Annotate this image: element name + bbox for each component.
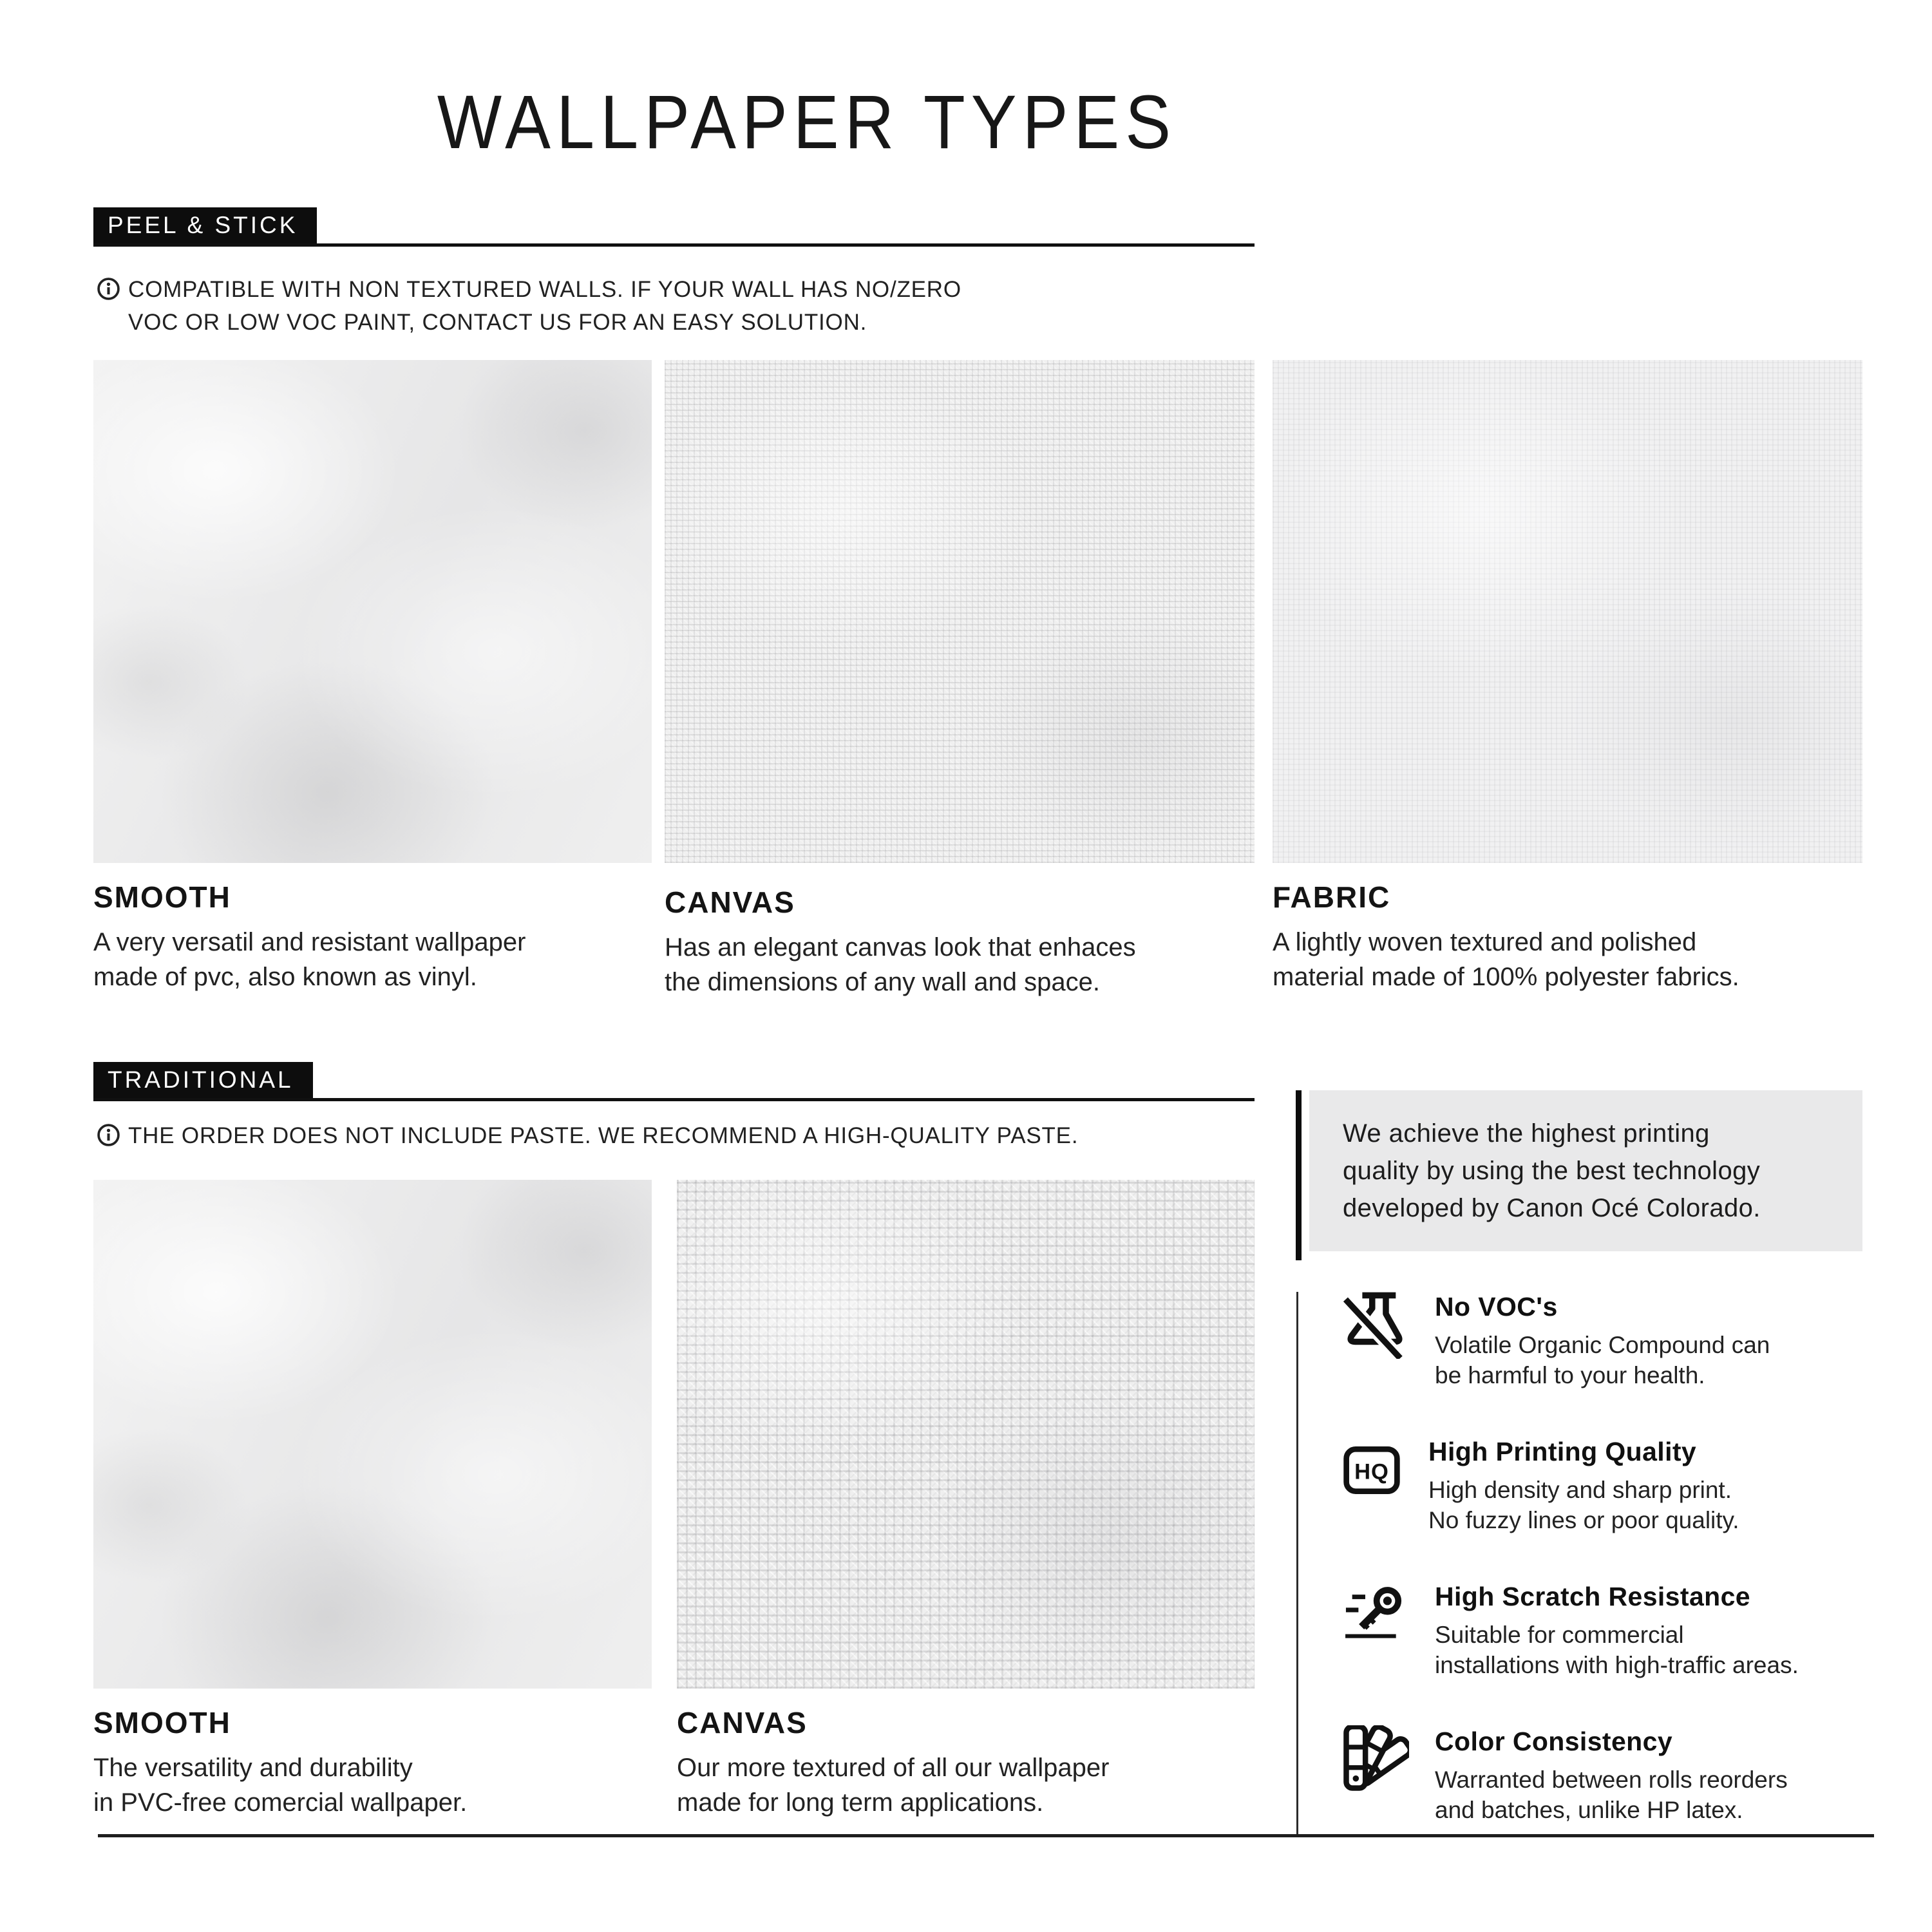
- feature-desc-line: No fuzzy lines or poor quality.: [1428, 1507, 1739, 1533]
- swatch-card-smooth-peel: [93, 360, 652, 994]
- swatch-name: SMOOTH: [93, 880, 231, 914]
- traditional-note-text: [128, 1119, 1078, 1152]
- swatch-desc-line: A lightly woven textured and polished: [1273, 928, 1697, 956]
- swatch-card-smooth-traditional: [93, 1180, 652, 1820]
- printing-quality-callout: [1296, 1090, 1862, 1251]
- swatch-name: SMOOTH: [93, 1706, 231, 1739]
- color-swatches-icon: [1341, 1725, 1409, 1794]
- swatch-desc-line: Has an elegant canvas look that enhaces: [665, 933, 1136, 961]
- smooth-texture-image: [93, 1180, 652, 1689]
- bottom-divider: [98, 1834, 1874, 1837]
- canvas-texture-image: [677, 1180, 1255, 1689]
- hq-badge-icon: [1341, 1439, 1403, 1501]
- peel-stick-note: [97, 273, 961, 339]
- swatch-description: [93, 1750, 652, 1820]
- swatch-name: CANVAS: [677, 1706, 808, 1739]
- swatch-card-canvas-peel: [665, 360, 1255, 999]
- feature-high-printing-quality: [1341, 1435, 1864, 1535]
- feature-desc-line: and batches, unlike HP latex.: [1435, 1797, 1743, 1823]
- feature-text: [1428, 1435, 1739, 1535]
- swatch-description: [1273, 925, 1862, 994]
- features-divider-line: [1296, 1292, 1298, 1835]
- canvas-texture-image: [665, 360, 1255, 863]
- traditional-note: [97, 1119, 1078, 1152]
- peel-stick-label: PEEL & STICK: [93, 207, 317, 243]
- printing-quality-text: [1309, 1090, 1862, 1251]
- feature-color-consistency: [1341, 1725, 1864, 1825]
- feature-text: [1435, 1291, 1770, 1390]
- feature-high-scratch-resistance: [1341, 1580, 1864, 1680]
- feature-text: [1435, 1725, 1788, 1825]
- quality-note-line: We achieve the highest printing: [1343, 1119, 1710, 1148]
- note-line: THE ORDER DOES NOT INCLUDE PASTE. WE RECOMMEND A HIGH-QUALITY PASTE.: [128, 1123, 1079, 1148]
- hq-badge-text: HQ: [1354, 1459, 1389, 1484]
- swatch-name: CANVAS: [665, 886, 795, 919]
- feature-desc-line: be harmful to your health.: [1435, 1362, 1705, 1388]
- info-icon: [97, 1123, 120, 1147]
- swatch-name: FABRIC: [1273, 880, 1391, 914]
- fabric-texture-image: [1273, 360, 1862, 863]
- feature-description: [1435, 1765, 1788, 1825]
- swatch-desc-line: The versatility and durability: [93, 1754, 413, 1782]
- swatch-desc-line: material made of 100% polyester fabrics.: [1273, 963, 1739, 991]
- note-line: COMPATIBLE WITH NON TEXTURED WALLS. IF YOUR WALL HAS NO/ZERO: [128, 277, 961, 302]
- scratch-key-icon: [1341, 1580, 1409, 1649]
- feature-title: High Printing Quality: [1428, 1437, 1697, 1466]
- page-title: WALLPAPER TYPES: [437, 80, 1177, 165]
- note-line: VOC OR LOW VOC PAINT, CONTACT US FOR AN EASY SOLUTION.: [128, 310, 867, 335]
- accent-bar: [1296, 1090, 1302, 1260]
- feature-desc-line: Warranted between rolls reorders: [1435, 1766, 1788, 1793]
- swatch-desc-line: made for long term applications.: [677, 1788, 1044, 1817]
- peel-stick-section-header: [93, 207, 1255, 247]
- feature-no-vocs: [1341, 1291, 1864, 1390]
- swatch-description: [677, 1750, 1255, 1820]
- feature-title: No VOC's: [1435, 1292, 1558, 1321]
- feature-description: [1428, 1475, 1739, 1535]
- feature-title: High Scratch Resistance: [1435, 1582, 1750, 1611]
- feature-text: [1435, 1580, 1799, 1680]
- traditional-label: TRADITIONAL: [93, 1062, 313, 1098]
- swatch-description: [93, 925, 652, 994]
- swatch-card-canvas-traditional: [677, 1180, 1255, 1820]
- feature-title: Color Consistency: [1435, 1727, 1673, 1756]
- swatch-desc-line: Our more textured of all our wallpaper: [677, 1754, 1110, 1782]
- no-voc-flask-icon: [1341, 1291, 1409, 1359]
- feature-desc-line: installations with high-traffic areas.: [1435, 1652, 1799, 1678]
- quality-note-line: developed by Canon Océ Colorado.: [1343, 1194, 1761, 1222]
- swatch-card-fabric-peel: [1273, 360, 1862, 994]
- feature-desc-line: Suitable for commercial: [1435, 1622, 1684, 1648]
- feature-desc-line: Volatile Organic Compound can: [1435, 1332, 1770, 1358]
- swatch-desc-line: the dimensions of any wall and space.: [665, 968, 1100, 996]
- swatch-desc-line: made of pvc, also known as vinyl.: [93, 963, 477, 991]
- smooth-texture-image: [93, 360, 652, 863]
- feature-description: [1435, 1330, 1770, 1390]
- feature-description: [1435, 1620, 1799, 1680]
- swatch-description: [665, 930, 1255, 999]
- feature-desc-line: High density and sharp print.: [1428, 1477, 1732, 1503]
- features-list: [1341, 1291, 1864, 1825]
- traditional-section-header: [93, 1062, 1255, 1101]
- swatch-desc-line: A very versatil and resistant wallpaper: [93, 928, 526, 956]
- peel-stick-note-text: [128, 273, 961, 339]
- quality-note-line: quality by using the best technology: [1343, 1157, 1761, 1185]
- swatch-desc-line: in PVC-free comercial wallpaper.: [93, 1788, 468, 1817]
- info-icon: [97, 277, 120, 301]
